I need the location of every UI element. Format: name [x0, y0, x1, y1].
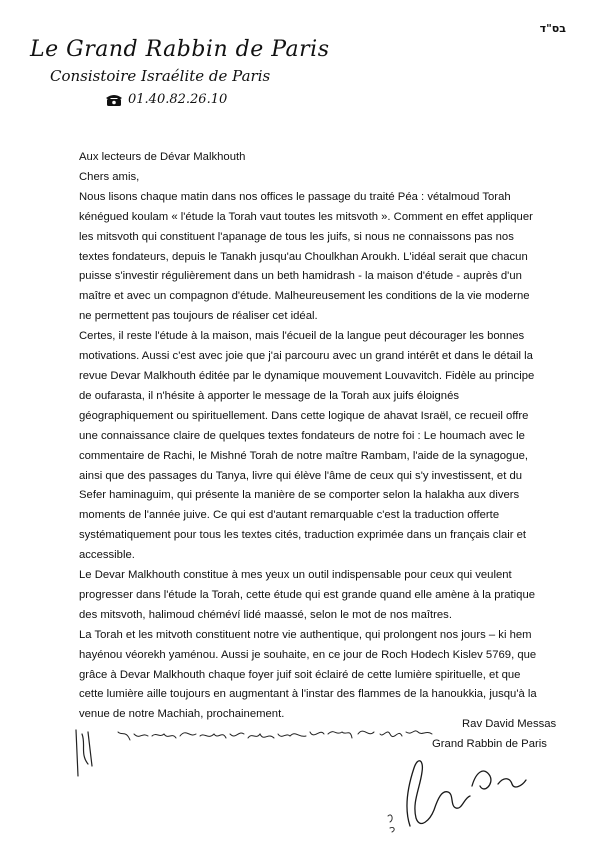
letterhead: [30, 38, 330, 108]
signatory-name: Rav David Messas: [462, 718, 557, 730]
paragraph-2: Certes, il reste l'étude à la maison, mais l'écueil de la langue peut décourager les bonnes motivations. Aussi c'est avec joie que j'ai parcouru avec un grand intérêt et dans le détail la revue Devar Malkhouth éditée par le dynamique mouvement Louvavitch. Fidèle au principe de oufarasta, il n'hésite à apporter le message de la Torah aux juifs éloignés géographiquement ou spirituellement. Dans cette logique de ahavat Israël, ce recueil offre une connaissance claire de quelques textes fondateurs de notre foi : Le houmach avec le commentaire de Rachi, le Mishné Torah de notre maître Rambam, l'aide de la synagogue, ainsi que des passages du Tanya, livre qui élève l'âme de ceux qui s'y investissent, et du Sefer haminaguim, qui présente la manière de se comporter selon la halakha aux divers moments de l'année juive. Ce qui est d'autant remarquable c'est la traduction offerte systématiquement pour tous les textes cités, traduction exprimée dans un français clair et accessible.: [79, 330, 535, 562]
signature-block: [0, 714, 600, 849]
handwritten-initials: [70, 726, 100, 781]
paragraph-3: Le Devar Malkhouth constitue à mes yeux un outil indispensable pour ceux qui veulent progresser dans l'étude la Torah, cette étude qui est grande quand elle amène à la pratique des mitsvoth, halimoud chéméví lidé maassé, selon le mot de nos maîtres.: [79, 569, 536, 621]
paragraph-4: La Torah et les mitvoth constituent notre vie authentique, qui prolongent nos jours – ki hem hayénou véorekh yaménou. Aussi je souhaite, en ce jour de Roch Hodech Kislev 5769, que grâce à Devar Malkhouth chaque foyer juif soit éclairé de cette lumière spirituelle, et que cette lumière aille toujours en augmentant à l'instar des flammes de la hanoukkia, jusqu'à la venue de notre Machiah, prochainement.: [79, 628, 537, 721]
telephone-icon: [106, 94, 122, 106]
signature-mark: [380, 746, 540, 836]
letterhead-title: Le Grand Rabbin de Paris: [30, 37, 330, 62]
salutation-line: Aux lecteurs de Dévar Malkhouth: [79, 151, 246, 163]
letterhead-phone: [106, 92, 330, 108]
letterhead-subtitle: Consistoire Israélite de Paris: [50, 67, 271, 85]
paragraph-1: Nous lisons chaque matin dans nos offices le passage du traité Péa : vétalmoud Torah kénégued koulam « l'étude la Torah vaut toutes les mitsvoth ». Comment en effet appliquer les mitsvoth qui constituent l'apanage de tous les juifs, si nous ne connaissons pas nos textes fondateurs, depuis le Tanakh jusqu'au Choulkhan Aroukh. L'idéal serait que chacun puisse s'investir régulièrement dans un beth hamidrash - la maison d'étude - auprès d'un maître et avec un compagnon d'étude. Malheureusement les conditions de la vie moderne ne permettent pas toujours de réaliser cet idéal.: [79, 190, 533, 323]
signatory-role: Grand Rabbin de Paris: [432, 738, 547, 750]
greeting-line: Chers amis,: [79, 170, 140, 183]
letter-body: [79, 148, 541, 725]
phone-number: 01.40.82.26.10: [128, 92, 228, 107]
bsd-mark: בס"ד: [539, 22, 566, 35]
